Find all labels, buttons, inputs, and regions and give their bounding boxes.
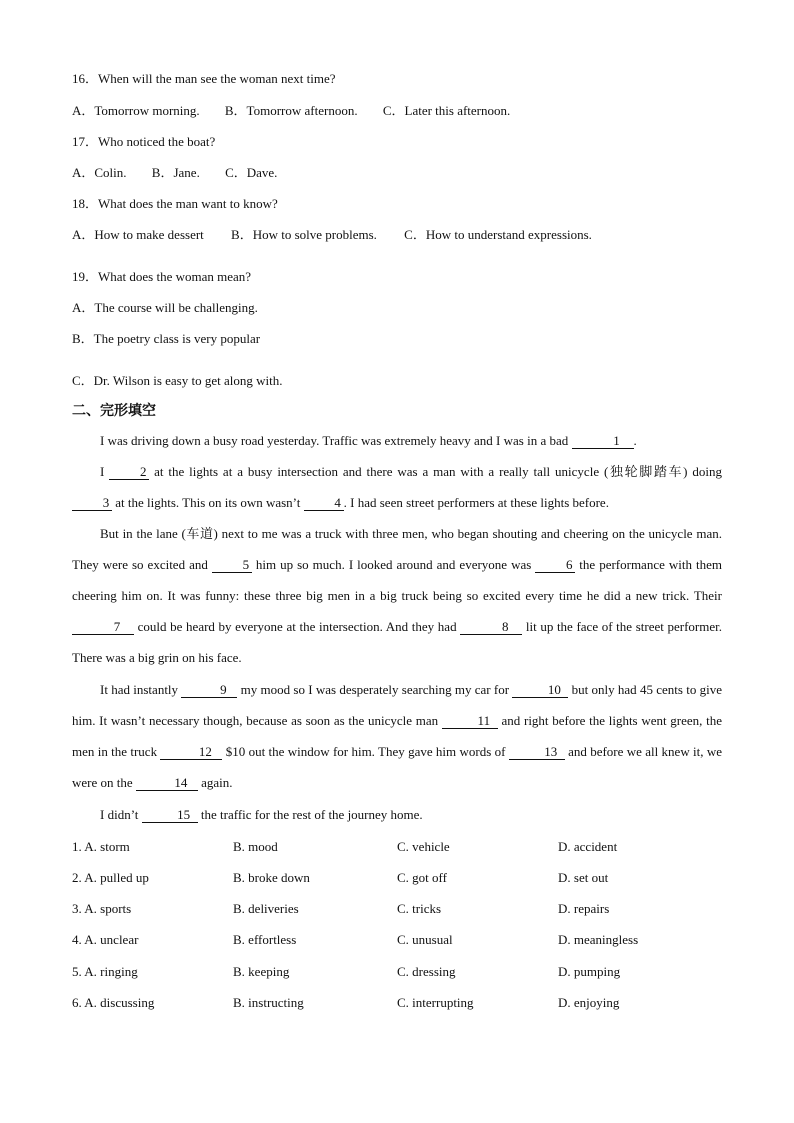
choice-b: B. mood	[233, 839, 278, 854]
blank-14: 14	[136, 776, 198, 791]
choice-row-5	[72, 964, 722, 984]
blank-11: 11	[442, 714, 498, 729]
passage-text: It had instantly	[100, 682, 182, 697]
blank-1: 1	[572, 434, 634, 449]
choice-a: 4. A. unclear	[72, 932, 139, 947]
passage-text: . I had seen street performers at these lights before.	[343, 495, 609, 510]
question-18: 18．What does the man want to know?	[72, 196, 278, 211]
blank-15: 15	[142, 808, 198, 823]
choice-c: C. vehicle	[397, 839, 450, 854]
choice-b: B. instructing	[233, 995, 304, 1010]
blank-4: 4	[304, 496, 344, 511]
question-17: 17．Who noticed the boat?	[72, 134, 216, 149]
passage-text: the traffic for the rest of the journey home.	[197, 807, 423, 822]
passage-text: at the lights. This on its own wasn’t	[112, 495, 304, 510]
option-c: C．Later this afternoon.	[382, 103, 511, 118]
question-16: 16．When will the man see the woman next time?	[72, 71, 336, 86]
option-a: A．Tomorrow morning.	[72, 103, 200, 118]
blank-6: 6	[535, 558, 575, 573]
choice-b: B. broke down	[233, 870, 310, 885]
option-b: B．Jane.	[151, 165, 200, 180]
option-b: B．Tomorrow afternoon.	[224, 103, 358, 118]
choice-row-6	[72, 995, 722, 1015]
choice-c: C. got off	[397, 870, 447, 885]
question-19: 19．What does the woman mean?	[72, 269, 252, 284]
choice-row-1	[72, 839, 722, 859]
passage-text: I	[100, 464, 110, 479]
choice-row-3	[72, 901, 722, 921]
passage-paragraph-2	[72, 456, 722, 518]
choice-d: D. meaningless	[558, 932, 639, 947]
choice-c: C. dressing	[397, 964, 456, 979]
passage-text: But in the lane (车道) next to me was a truck with three men, who began shouting and cheering on the unicycle man. They were so excited and	[72, 526, 722, 572]
question-16-options	[72, 100, 510, 119]
passage-text: $10 out the window for him. They gave him words of	[222, 744, 509, 759]
passage-text: him up so much. I looked around and everyone was	[251, 557, 536, 572]
blank-7: 7	[72, 620, 134, 635]
passage-text: .	[633, 433, 637, 448]
passage-text: could be heard by everyone at the intersection. And they had	[134, 619, 461, 634]
blank-3: 3	[72, 496, 112, 511]
question-18-options	[72, 224, 592, 243]
blank-2: 2	[109, 465, 149, 480]
option-b: B．How to solve problems.	[231, 227, 377, 242]
choice-a: 5. A. ringing	[72, 964, 138, 979]
question-19-option-b: B．The poetry class is very popular	[72, 331, 261, 346]
blank-13: 13	[509, 745, 565, 760]
choice-b: B. effortless	[233, 932, 297, 947]
passage-text: again.	[197, 775, 233, 790]
choice-a: 3. A. sports	[72, 901, 132, 916]
blank-12: 12	[160, 745, 222, 760]
option-c: C．How to understand expressions.	[404, 227, 592, 242]
choice-a: 1. A. storm	[72, 839, 130, 854]
question-19-option-a: A．The course will be challenging.	[72, 300, 258, 315]
choice-b: B. keeping	[233, 964, 290, 979]
choice-d: D. set out	[558, 870, 609, 885]
choice-d: D. accident	[558, 839, 618, 854]
choice-row-2	[72, 870, 722, 890]
choice-a: 6. A. discussing	[72, 995, 155, 1010]
blank-10: 10	[512, 683, 568, 698]
passage-text: the performance with them cheering him on. It was funny: these three big men in a big truck being so excited every time he did a new trick. Their	[72, 557, 722, 603]
section-title: 二、完形填空	[72, 403, 156, 419]
passage-text: at the lights at a busy intersection and there was a man with a really tall unicycle (独轮脚踏车) doing	[149, 464, 722, 479]
option-a: A．How to make dessert	[72, 227, 204, 242]
option-c: C．Dave.	[225, 165, 278, 180]
passage-text: my mood so I was desperately searching my car for	[237, 682, 513, 697]
choice-d: D. repairs	[558, 901, 610, 916]
choice-c: C. interrupting	[397, 995, 474, 1010]
passage-text: and right before the lights went green, the men in the truck	[72, 713, 722, 759]
question-17-options	[72, 162, 277, 181]
passage-text: but only had 45 cents to give him. It wasn’t necessary though, because as soon as the unicycle man	[72, 682, 722, 728]
choice-c: C. unusual	[397, 932, 453, 947]
choice-row-4	[72, 932, 722, 952]
passage-paragraph-1	[72, 425, 722, 456]
passage-text: I didn’t	[100, 807, 142, 822]
passage-paragraph-4	[72, 674, 722, 798]
choice-b: B. deliveries	[233, 901, 299, 916]
choice-d: D. pumping	[558, 964, 621, 979]
choice-d: D. enjoying	[558, 995, 620, 1010]
passage-text: lit up the face of the street performer. There was a big grin on his face.	[72, 619, 722, 665]
blank-5: 5	[212, 558, 252, 573]
choice-a: 2. A. pulled up	[72, 870, 149, 885]
passage-paragraph-5	[72, 799, 722, 830]
question-19-option-c: C．Dr. Wilson is easy to get along with.	[72, 373, 283, 388]
blank-8: 8	[460, 620, 522, 635]
passage-text: and before we all knew it, we were on the	[72, 744, 722, 790]
passage-paragraph-3	[72, 518, 722, 673]
choice-c: C. tricks	[397, 901, 442, 916]
blank-9: 9	[181, 683, 237, 698]
passage-text: I was driving down a busy road yesterday. Traffic was extremely heavy and I was in a bad	[100, 433, 572, 448]
option-a: A．Colin.	[72, 165, 127, 180]
